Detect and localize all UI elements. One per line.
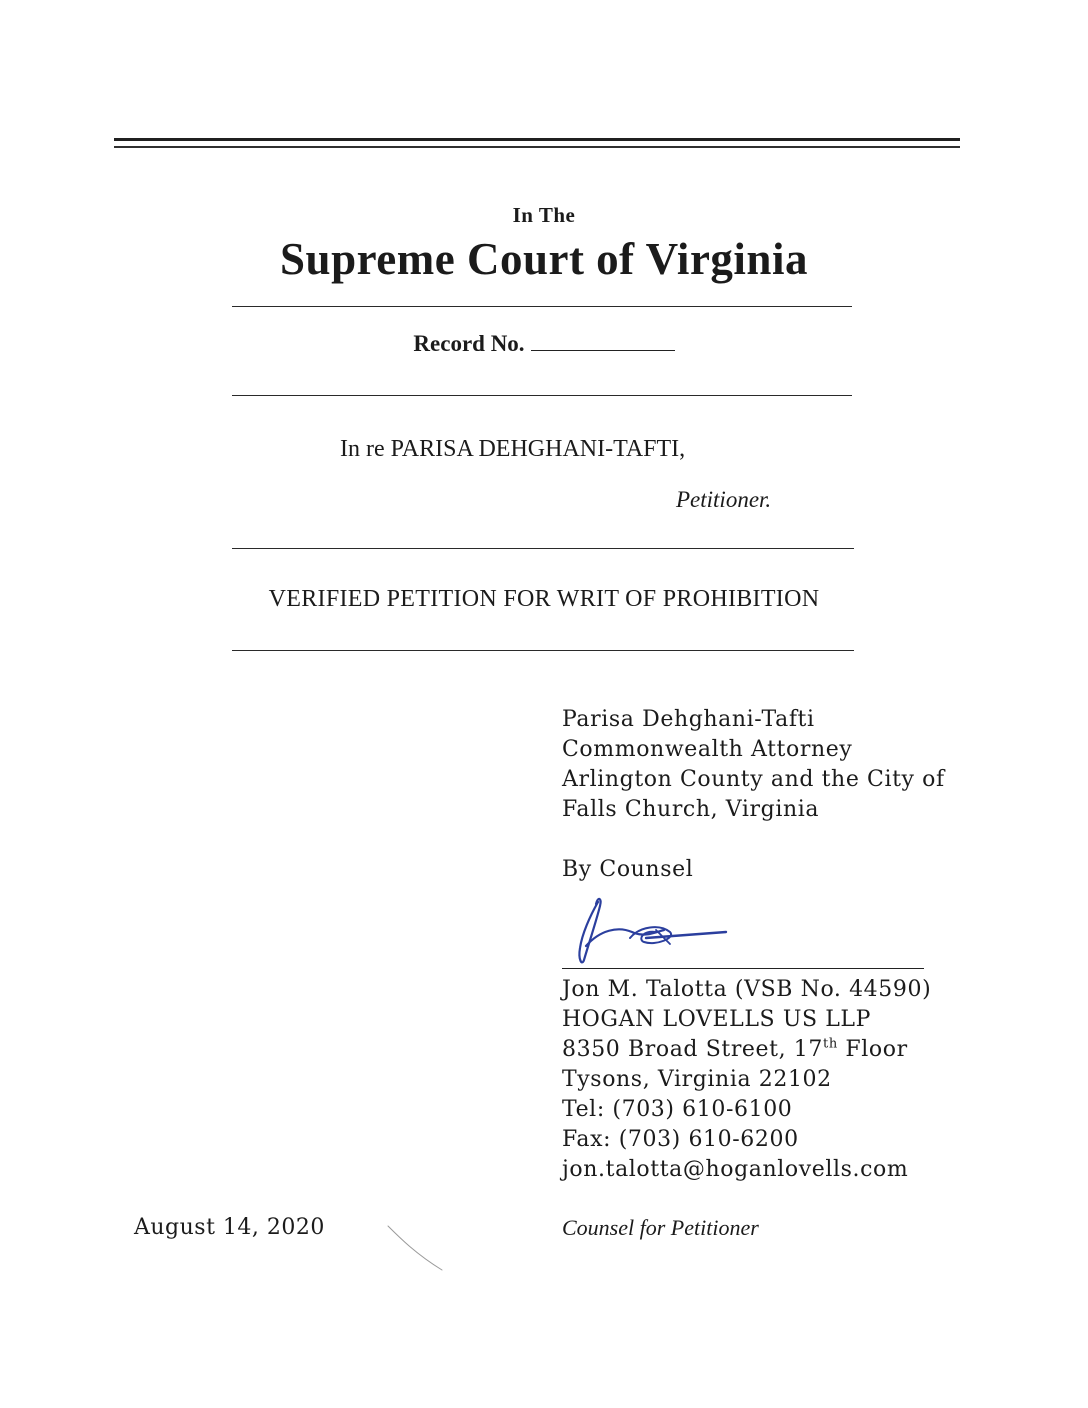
filer-line: Arlington County and the City of bbox=[562, 767, 945, 792]
top-rule-secondary bbox=[114, 146, 960, 148]
attorney-name: Jon M. Talotta (VSB No. 44590) bbox=[562, 977, 932, 1002]
signature bbox=[560, 886, 740, 976]
case-caption: In re PARISA DEHGHANI-TAFTI, bbox=[340, 436, 686, 462]
filer-line: Parisa Dehghani-Tafti bbox=[562, 707, 815, 732]
counsel-for-petitioner: Counsel for Petitioner bbox=[562, 1215, 759, 1240]
attorney-city: Tysons, Virginia 22102 bbox=[562, 1067, 832, 1092]
attorney-tel: Tel: (703) 610-6100 bbox=[562, 1097, 793, 1122]
divider bbox=[232, 548, 854, 549]
filing-date: August 14, 2020 bbox=[134, 1215, 325, 1240]
filer-block bbox=[562, 705, 945, 825]
stray-mark bbox=[386, 1224, 446, 1274]
filer-line: Falls Church, Virginia bbox=[562, 797, 820, 822]
attorney-street: 8350 Broad Street, 17th Floor bbox=[562, 1036, 908, 1062]
party-role: Petitioner. bbox=[676, 487, 772, 512]
divider bbox=[232, 306, 852, 307]
attorney-email: jon.talotta@hoganlovells.com bbox=[562, 1157, 909, 1182]
document-title: VERIFIED PETITION FOR WRIT OF PROHIBITION bbox=[268, 586, 820, 612]
record-number-label: Record No. bbox=[413, 331, 525, 356]
court-name: Supreme Court of Virginia bbox=[280, 234, 808, 284]
attorney-fax: Fax: (703) 610-6200 bbox=[562, 1127, 799, 1152]
top-rule bbox=[114, 138, 960, 141]
attorney-block bbox=[562, 975, 931, 1185]
divider bbox=[232, 395, 852, 396]
filer-line: Commonwealth Attorney bbox=[562, 737, 853, 762]
divider bbox=[232, 650, 854, 651]
court-heading-prefix: In The bbox=[512, 203, 576, 227]
record-number bbox=[0, 330, 1088, 357]
record-number-blank bbox=[531, 330, 675, 351]
attorney-firm: HOGAN LOVELLS US LLP bbox=[562, 1007, 872, 1032]
signature-line bbox=[562, 968, 924, 969]
by-counsel: By Counsel bbox=[562, 857, 694, 882]
